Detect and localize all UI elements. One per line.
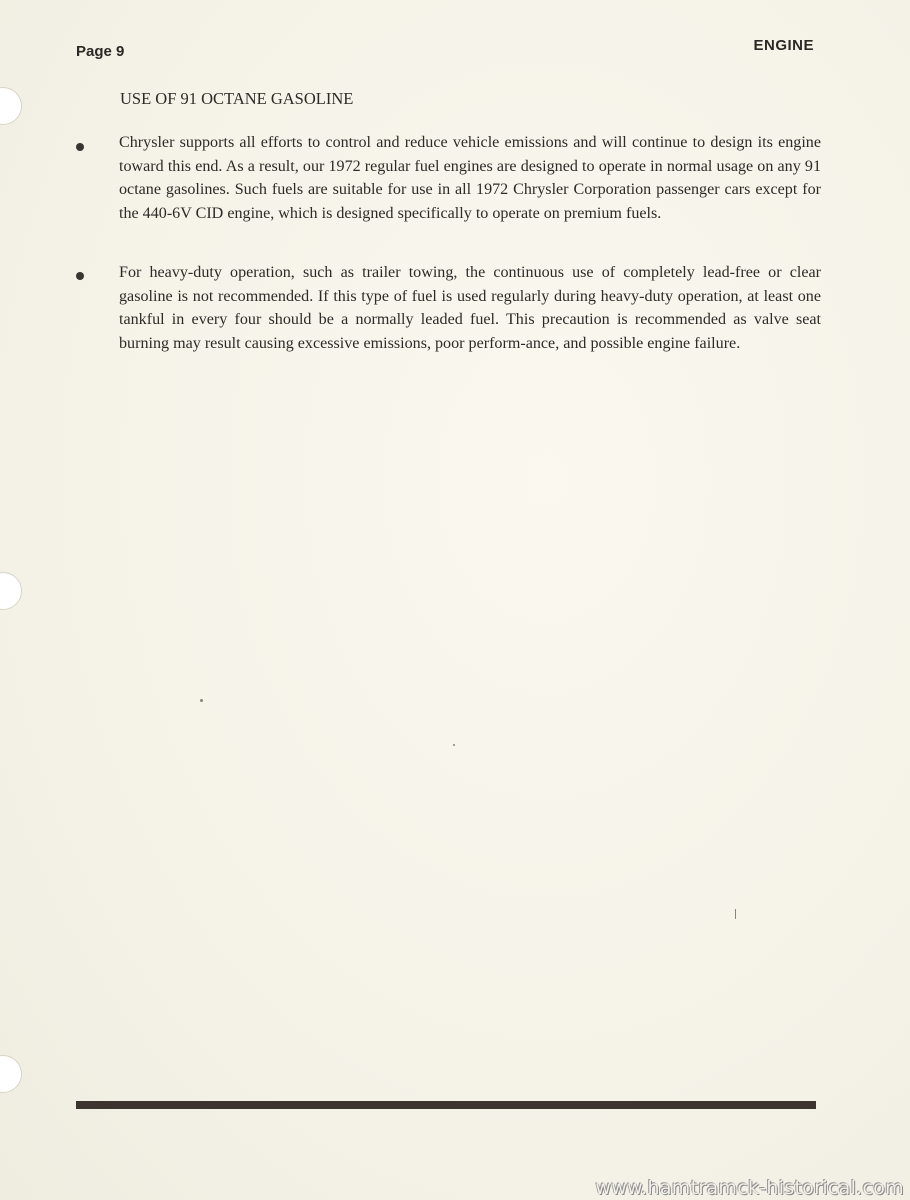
watermark: www.hamtramck-historical.com [595,1177,904,1199]
section-title: ENGINE [753,37,814,54]
page-heading: USE OF 91 OCTANE GASOLINE [120,89,354,108]
binder-hole [0,1055,22,1093]
paper-speck [735,909,736,919]
bullet-icon [76,272,84,280]
paper-speck [200,699,203,702]
bullet-icon [76,143,84,151]
page-number: Page 9 [76,43,125,60]
paper-speck [453,744,455,746]
binder-hole [0,87,22,125]
bullet-paragraph: Chrysler supports all efforts to control and reduce vehicle emissions and will continue to design its engine toward this end. As a result, our 1972 regular fuel engines are designed to operate in normal usage on any 91 octane gasolines. Such fuels are suitable for use in all 1972 Chrysler Corporation passenger cars except for the 440-6V CID engine, which is designed specifically to operate on premium fuels. [119,134,821,222]
footer-rule [76,1101,816,1109]
binder-hole [0,572,22,610]
bullet-paragraph: For heavy-duty operation, such as trailer towing, the continuous use of completely lead-free or clear gasoline is not recommended. If this type of fuel is used regularly during heavy-duty operation, at least one tankful in every four should be a normally leaded fuel. This precaution is recommended as valve seat burning may result causing excessive emissions, poor perform-ance, and possible engine failure. [119,264,821,352]
